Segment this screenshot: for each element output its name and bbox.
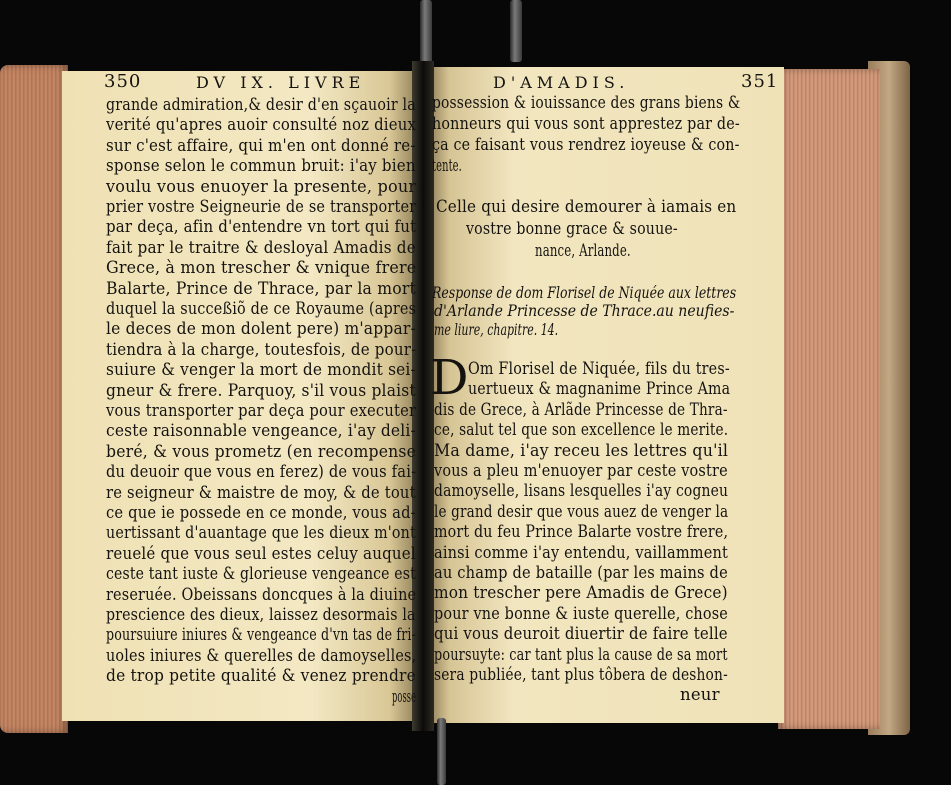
right-page-line: Om Florisel de Niquée, fils du tres- bbox=[468, 359, 730, 378]
right-page-line: ce, salut tel que son excellence le merite. bbox=[434, 420, 729, 440]
page-edges-left bbox=[0, 65, 68, 733]
right-page-line: mon trescher pere Amadis de Grece) bbox=[434, 583, 728, 603]
right-page-line: uertueux & magnanime Prince Ama bbox=[468, 379, 731, 399]
left-page-line: le deces de mon dolent pere) m'appar- bbox=[106, 319, 416, 339]
right-page-line: mort du feu Prince Balarte vostre frere, bbox=[434, 522, 729, 542]
bookmark-string bbox=[437, 718, 446, 785]
left-page-line: tiendra à la charge, toutesfois, de pour- bbox=[106, 339, 417, 359]
right-page-line: damoyselle, lisans lesquelles i'ay cogneu bbox=[434, 481, 729, 501]
page-edges-right bbox=[778, 69, 880, 729]
left-page-line: posse bbox=[392, 686, 417, 706]
left-page-line: de trop petite qualité & venez prendre bbox=[106, 666, 416, 686]
left-page-line: duquel la succeßiõ de ce Royaume (apres bbox=[106, 299, 417, 318]
drop-cap: D bbox=[430, 350, 469, 406]
bookmark-string bbox=[510, 0, 522, 62]
left-page-line: re seigneur & maistre de moy, & de tout bbox=[106, 482, 416, 502]
left-page-line: poursuiure iniures & vengeance d'vn tas de fri- bbox=[106, 625, 417, 645]
right-page-line: au champ de bataille (par les mains de bbox=[434, 563, 728, 582]
left-page-line: prescience des dieux, laissez desormais la bbox=[106, 605, 416, 624]
right-page-line: qui vous deuroit diuertir de faire telle bbox=[434, 624, 728, 644]
running-head-left: DV IX. LIVRE bbox=[196, 73, 366, 92]
right-page-line: ainsi comme i'ay entendu, vaillamment bbox=[434, 542, 729, 562]
left-page-line: vous transporter par deça pour executer bbox=[106, 401, 417, 420]
right-page-line: possession & iouissance des grans biens & bbox=[432, 93, 741, 112]
left-page-line: reseruée. Obeissans doncques à la diuine bbox=[106, 584, 417, 604]
left-page-line: ceste raisonnable vengeance, i'ay deli- bbox=[106, 421, 416, 441]
left-page-line: uertissant d'auantage que les dieux m'ont bbox=[106, 523, 416, 543]
left-page-line: Balarte, Prince de Thrace, par la mort bbox=[106, 278, 417, 298]
page-number-right: 351 bbox=[741, 71, 779, 92]
right-page-line: ça ce faisant vous rendrez ioyeuse & con- bbox=[432, 135, 740, 154]
left-page-line: sur c'est affaire, qui m'en ont donné re- bbox=[106, 135, 416, 155]
chapter-heading-line: Response de dom Florisel de Niquée aux lettres bbox=[432, 284, 737, 302]
right-page-line: dis de Grece, à Arlãde Princesse de Thra- bbox=[434, 399, 728, 419]
signature-line: nance, Arlande. bbox=[535, 241, 631, 260]
left-page-line: par deça, afin d'entendre vn tort qui fut bbox=[106, 217, 417, 237]
right-page-line: pour vne bonne & iuste querelle, chose bbox=[434, 603, 728, 623]
left-page-line: sponse selon le commun bruit: i'ay bien bbox=[106, 156, 416, 176]
left-page-line: prier vostre Seigneurie de se transporter bbox=[106, 197, 417, 216]
left-page-line: reuelé que vous seul estes celuy auquel bbox=[106, 543, 416, 563]
right-page-line: vous a pleu m'enuoyer par ceste vostre bbox=[434, 461, 728, 480]
left-page-line: ce que ie possede en ce monde, vous ad- bbox=[106, 503, 416, 522]
left-page-line: gneur & frere. Parquoy, s'il vous plaist bbox=[106, 380, 416, 400]
page-number-left: 350 bbox=[104, 71, 142, 92]
right-page-line: honneurs qui vous sont apprestez par de- bbox=[432, 114, 740, 133]
left-page-line: du deuoir que vous en ferez) de vous fai- bbox=[106, 462, 417, 482]
right-page-line: poursuyte: car tant plus la cause de sa mort bbox=[434, 644, 728, 664]
left-page-line: suiure & venger la mort de mondit sei- bbox=[106, 360, 416, 380]
right-page-line: tente. bbox=[432, 156, 462, 175]
left-page-line: Grece, à mon trescher & vnique frere bbox=[106, 258, 417, 278]
left-page-line: uoles iniures & querelles de damoyselles, bbox=[106, 645, 417, 665]
signature-line: vostre bonne grace & souue- bbox=[466, 219, 678, 238]
left-page-line: fait par le traitre & desloyal Amadis de bbox=[106, 237, 416, 257]
right-page-line: le grand desir que vous auez de venger la bbox=[434, 501, 729, 521]
chapter-heading-line: d'Arlande Princesse de Thrace.au neufies- bbox=[434, 302, 735, 320]
right-page-line: sera publiée, tant plus tôbera de deshon- bbox=[434, 665, 728, 684]
left-page-line: beré, & vous prometz (en recompense bbox=[106, 441, 417, 461]
running-head-right: D'AMADIS. bbox=[493, 73, 630, 92]
left-page-line: ceste tant iuste & glorieuse vengeance est bbox=[106, 564, 416, 584]
signature-line: Celle qui desire demourer à iamais en bbox=[436, 197, 737, 216]
right-page-line: Ma dame, i'ay receu les lettres qu'il bbox=[434, 440, 729, 460]
chapter-heading-line: me liure, chapitre. 14. bbox=[434, 321, 559, 339]
left-page-line: voulu vous enuoyer la presente, pour bbox=[106, 176, 417, 196]
left-page-line: verité qu'apres auoir consulté noz dieux bbox=[106, 115, 417, 135]
left-page-line: grande admiration,& desir d'en sçauoir la bbox=[106, 95, 416, 114]
right-page-line: neur bbox=[680, 685, 720, 705]
